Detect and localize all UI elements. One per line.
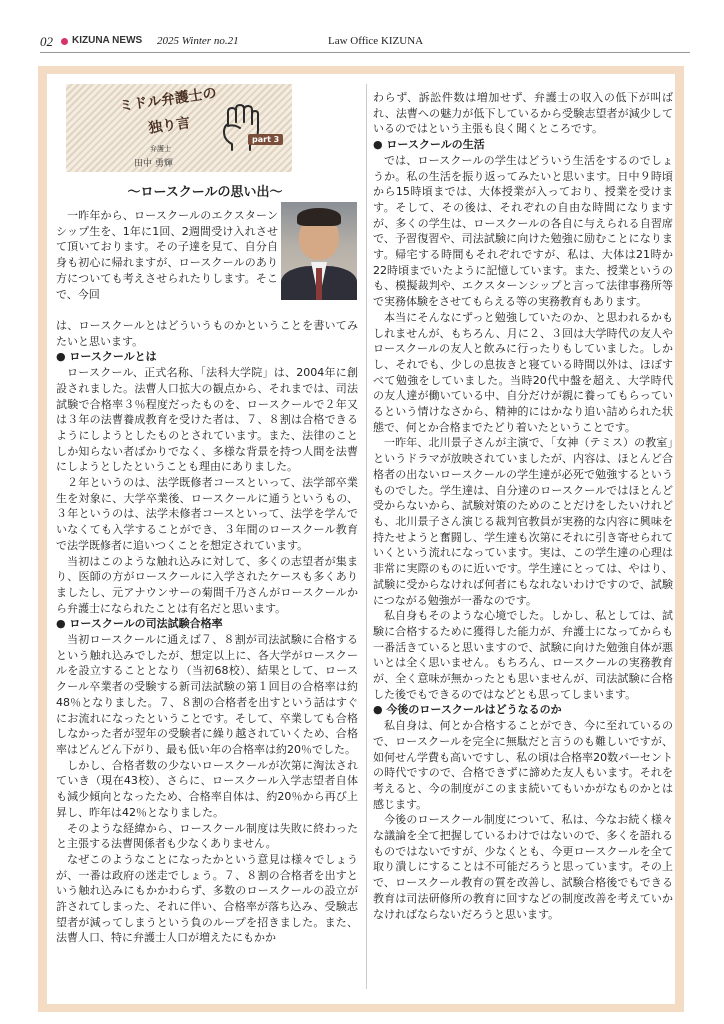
paragraph: ロースクール、正式名称、「法科大学院」は、2004年に創設されました。法曹人口拡大の観点から、それまでは、司法試験で合格率３％程度だったものを、ロースクールで２年又は３年の法曹養成教育を受けた者は、７、８割は合格できるようにしようとしたものとされています。また、法律のことしか知らない者ばかりでなく、多様な背景を持つ人間を法曹にしようとしたということも理由にありました。 <box>56 366 358 474</box>
intro-text: 一昨年から、ロースクールのエクスターンシップ生を、1年に1回、2週間受け入れさせて頂いております。その子達を見て、自分自身も初心に帰れますが、ロースクールのあり方についても考えさせられたりします。そこで、今回 <box>56 209 278 301</box>
column-title-line2: 独り言 <box>147 115 192 137</box>
page-number: 02 <box>40 34 53 49</box>
paragraph: では、ロースクールの学生はどういう生活をするのでしょうか。私の生活を振り返ってみたいと思います。日中９時頃から15時頃までは、大体授業が入っており、授業を受けます。そして、その後は、それぞれの自由な時間になりますが、多くの学生は、ロースクールの各自に与えられる自習席で、予習復習や、司法試験に向けた勉強に励むことになります。帰宅する時間もそれぞれですが、私は、大体は21時か22時頃までいたように記憶しています。また、授業というのも、模擬裁判や、エクスターンシップと言って法律事務所等で実務体験をさせてもらえる等の実務教育もあります。 <box>373 153 673 309</box>
bullet-dot-icon <box>61 38 68 45</box>
paragraph: 一昨年、北川景子さんが主演で、「女神（テミス）の教室」というドラマが放映されていましたが、内容は、ほとんど合格者の出ないロースクールの学生達が必死で勉強するというものでした。学生達は、自分達のロースクールではほとんど受からないから、試験対策のためのことだけをしたいけれども、北川景子さん演じる裁判官教員が実務的な内容に興味を持たせようと奮闘し、学生達も次第にそれに引き寄せられていくという流れになっています。実は、この学生達の心理は非常に実際のものに近いです。学生達にとっては、やはり、試験に受からなければ何者にもなれないわけですので、試験につながる勉強が一番なのです。 <box>373 436 673 607</box>
publication-name: KIZUNA NEWS <box>72 35 143 46</box>
paragraph: 私自身もそのような心境でした。しかし、私としては、試験に合格するために獲得した能力が、弁護士になってからも一番活きていると思いますので、試験に向けた勉強自体が悪いとは全く思いません。もちろん、ロースクールの実務教育が、全く意味が無かったとも思いませんが、司法試験に合格した後でもできるのではなどとも思ってしまいます。 <box>373 609 673 701</box>
paragraph-continued: わらず、訴訟件数は増加せず、弁護士の収入の低下が叫ばれ、法曹への魅力が低下しているから受験志望者が減少しているのではという主張も良く聞くところです。 <box>373 91 673 136</box>
paragraph: 本当にそんなにずっと勉強していたのか、と思われるかもしれませんが、もちろん、月に２、３回は大学時代の友人やロースクールの友人と飲みに行ったりもしていました。しかし、それでも、少しの息抜きと寝ている時間以外は、ほぼすべて勉強をしていました。当時20代中盤を超え、大学時代の友人達が働いている中、自分だけが親に養ってもらっているという情けなさから、精神的にはかなり追い詰められた状態で、何とか合格までたどり着いたということです。 <box>373 310 673 434</box>
paragraph: 当初はこのような触れ込みに対して、多くの志望者が集まり、医師の方がロースクールに入学されたケースも多くありましたし、元アナウンサーの菊間千乃さんがロースクールから弁護士になられたことは有名だと思います。 <box>56 554 358 615</box>
section-heading: ● ロースクールとは <box>56 350 157 364</box>
section-heading: ● ロースクールの生活 <box>373 138 485 152</box>
article-subtitle: 〜ロースクールの思い出〜 <box>127 185 283 200</box>
part-badge: part 3 <box>248 134 283 145</box>
paragraph: 今後のロースクール制度について、私は、今なお続く様々な議論を全て把握しているわけではないので、多くを語れるものではないですが、少なくとも、今更ロースクールを全て取り潰しにすることは不可能だろうと思っています。その上で、ロースクール教育の質を改善し、試験合格後でもできる教育は司法研修所の教育に回すなどの制度改善を考えていかなければならないだろうと思います。 <box>373 813 673 921</box>
issue-label: 2025 Winter no.21 <box>157 35 239 47</box>
section-heading: ● 今後のロースクールはどうなるのか <box>373 703 562 717</box>
paragraph: そのような経緯から、ロースクール制度は失敗に終わったと主張する法曹関係者も少なくありません。 <box>56 821 358 851</box>
author-role: 弁護士 <box>150 145 171 153</box>
page-header <box>40 34 690 52</box>
left-column <box>56 318 358 946</box>
office-name: Law Office KIZUNA <box>328 35 424 47</box>
author-name: 田中 勇輝 <box>134 159 173 169</box>
intro-paragraph-top <box>56 208 278 302</box>
author-photo <box>281 202 357 300</box>
section-heading: ● ロースクールの司法試験合格率 <box>56 617 223 631</box>
paragraph: ２年というのは、法学既修者コースといって、法学部卒業生を対象に、大学卒業後、ロースクールに通うというもの、３年というのは、法学未修者コースといって、法学を学んでいなくても入学することができ、３年間のロースクール教育で法学既修者に追いつくことを想定されています。 <box>56 476 358 552</box>
header-rule <box>40 52 690 53</box>
column-divider <box>366 84 367 989</box>
paragraph: しかし、合格者数の少ないロースクールが次第に淘汰されていき（現在43校）、さらに、ロースクール入学志望者自体も減少傾向となったため、合格率自体は、約20％から再び上昇し、昨年は42％となりました。 <box>56 758 358 819</box>
paragraph: 当初ロースクールに通えば７、８割が司法試験に合格するという触れ込みでしたが、想定以上に、各大学がロースクールを設立することとなり（当初68校）、結果として、ロースクール卒業者の受験する新司法試験の第１回目の合格率は約48％となりました。７、８割の合格者を出すという話はすぐにお流れになったということです。そして、卒業しても合格しなかった者が翌年の受験者に繰り越されていくため、合格率はどんどん下がり、最も低い年の合格率は約20％でした。 <box>56 633 358 756</box>
paragraph: なぜこのようなことになったかという意見は様々でしょうが、一番は政府の迷走でしょう。７、８割の合格者を出すという触れ込みにもかかわらず、多数のロースクールの設立が許されてしまった、それに伴い、合格率が落ち込み、受験志望者が減ってしまうという負のループを招きました。また、法曹人口、特に弁護士人口が増えたにもかか <box>56 852 358 945</box>
right-column <box>373 90 673 922</box>
paragraph: 私自身は、何とか合格することができ、今に至れているので、ロースクールを完全に無駄だと言うのも難しいですが、如何せん学費も高いですし、私の頃は合格率20数パーセントの時代ですので、合格できずに諦めた友人もいます。それを考えると、今の制度がこのまま続いてもいかがなものかとは感じます。 <box>373 719 673 811</box>
intro-text-continued: は、ロースクールとはどういうものかということを書いてみたいと思います。 <box>56 319 358 348</box>
column-title-line1: ミドル弁護士の <box>118 85 218 115</box>
